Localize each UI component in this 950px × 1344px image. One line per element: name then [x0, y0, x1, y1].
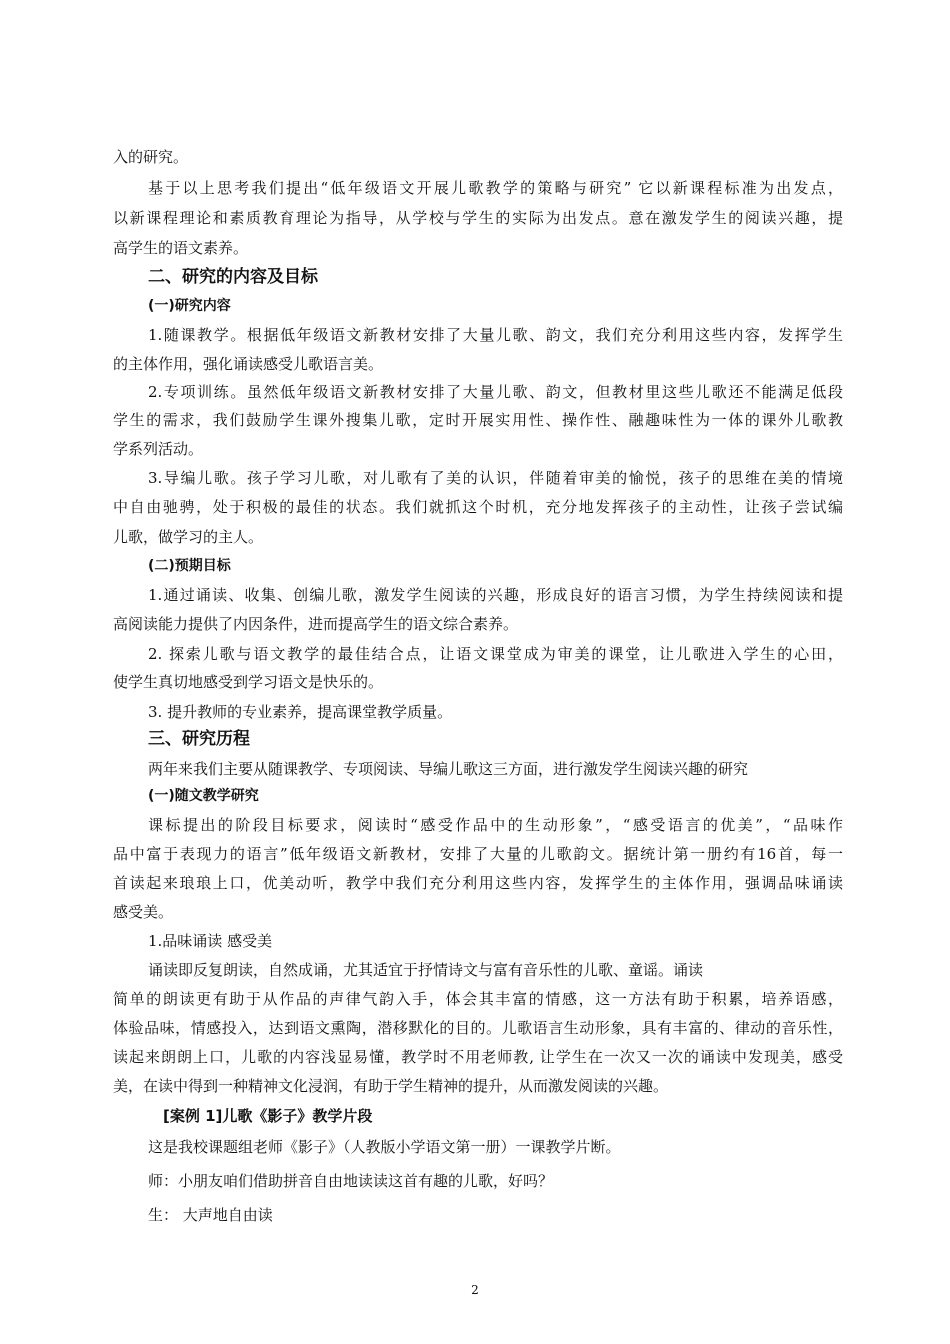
text-line: 首读起来琅琅上口，优美动听，教学中我们充分利用这些内容，发挥学生的主体作用，强调品味诵读 [113, 874, 843, 892]
text-line: 儿歌，做学习的主人。 [113, 528, 264, 546]
case-heading: [案例 1]儿歌《影子》教学片段 [163, 1107, 373, 1125]
text-line: 1.品味诵读 感受美 [148, 932, 273, 950]
text-line: 高阅读能力提供了内因条件，进而提高学生的语文综合素养。 [113, 615, 519, 633]
text-line: 体验品味，情感投入，达到语文熏陶，潜移默化的目的。儿歌语言生动形象，具有丰富的、律动的音乐性， [113, 1019, 843, 1037]
text-line: 1.通过诵读、收集、创编儿歌，激发学生阅读的兴趣，形成良好的语言习惯，为学生持续阅读和提 [148, 586, 843, 604]
text-line: 的主体作用，强化诵读感受儿歌语言美。 [113, 355, 384, 373]
text-line: 2.专项训练。虽然低年级语文新教材安排了大量儿歌、韵文，但教材里这些儿歌还不能满足低段 [148, 383, 843, 401]
subsection-heading: (一)随文教学研究 [148, 788, 259, 804]
text-line: 学系列活动。 [113, 440, 204, 458]
page-number: 2 [471, 1283, 479, 1297]
text-line: 读起来朗朗上口，儿歌的内容浅显易懂，教学时不用老师教, 让学生在一次又一次的诵读中发现美，感受 [113, 1048, 843, 1066]
section-heading: 三、研究历程 [148, 729, 250, 749]
subsection-heading: (一)研究内容 [148, 298, 231, 314]
text-line: 生： 大声地自由读 [148, 1206, 273, 1224]
text-line: 这是我校课题组老师《影子》（人教版小学语文第一册）一课教学片断。 [148, 1138, 621, 1156]
text-line: 1.随课教学。根据低年级语文新教材安排了大量儿歌、韵文，我们充分利用这些内容，发挥学生 [148, 326, 843, 344]
text-line: 诵读即反复朗读，自然成诵，尤其适宜于抒情诗文与富有音乐性的儿歌、童谣。诵读 [148, 961, 704, 979]
text-line: 感受美。 [113, 903, 174, 921]
text-line: 3. 提升教师的专业素养，提高课堂教学质量。 [148, 703, 453, 721]
subsection-heading: (二)预期目标 [148, 558, 231, 574]
text-line: 2. 探索儿歌与语文教学的最佳结合点，让语文课堂成为审美的课堂，让儿歌进入学生的心田， [148, 645, 843, 663]
text-line: 师：小朋友咱们借助拼音自由地读读这首有趣的儿歌，好吗？ [148, 1172, 554, 1190]
text-line: 使学生真切地感受到学习语文是快乐的。 [113, 673, 384, 691]
section-heading: 二、研究的内容及目标 [148, 267, 318, 287]
text-line: 入的研究。 [113, 148, 189, 166]
text-line: 品中富于表现力的语言”低年级语文新教材，安排了大量的儿歌韵文。据统计第一册约有16首，每一 [113, 845, 843, 863]
text-line: 高学生的语文素养。 [113, 239, 249, 257]
text-line: 3.导编儿歌。孩子学习儿歌，对儿歌有了美的认识，伴随着审美的愉悦，孩子的思维在美的情境 [148, 469, 843, 487]
text-line: 课标提出的阶段目标要求，阅读时“感受作品中的生动形象”，“感受语言的优美”，“品味作 [148, 816, 843, 834]
text-line: 基于以上思考我们提出“低年级语文开展儿歌教学的策略与研究” 它以新课程标准为出发点， [148, 179, 843, 197]
text-line: 两年来我们主要从随课教学、专项阅读、导编儿歌这三方面，进行激发学生阅读兴趣的研究 [148, 760, 749, 778]
text-line: 美，在读中得到一种精神文化浸润，有助于学生精神的提升，从而激发阅读的兴趣。 [113, 1077, 669, 1095]
text-line: 简单的朗读更有助于从作品的声律气韵入手，体会其丰富的情感，这一方法有助于积累，培养语感， [113, 990, 843, 1008]
text-line: 以新课程理论和素质教育理论为指导，从学校与学生的实际为出发点。意在激发学生的阅读兴趣，提 [113, 209, 843, 227]
text-line: 学生的需求，我们鼓励学生课外搜集儿歌，定时开展实用性、操作性、融趣味性为一体的课外儿歌教 [113, 411, 843, 429]
text-line: 中自由驰骋，处于积极的最佳的状态。我们就抓这个时机，充分地发挥孩子的主动性，让孩子尝试编 [113, 498, 843, 516]
